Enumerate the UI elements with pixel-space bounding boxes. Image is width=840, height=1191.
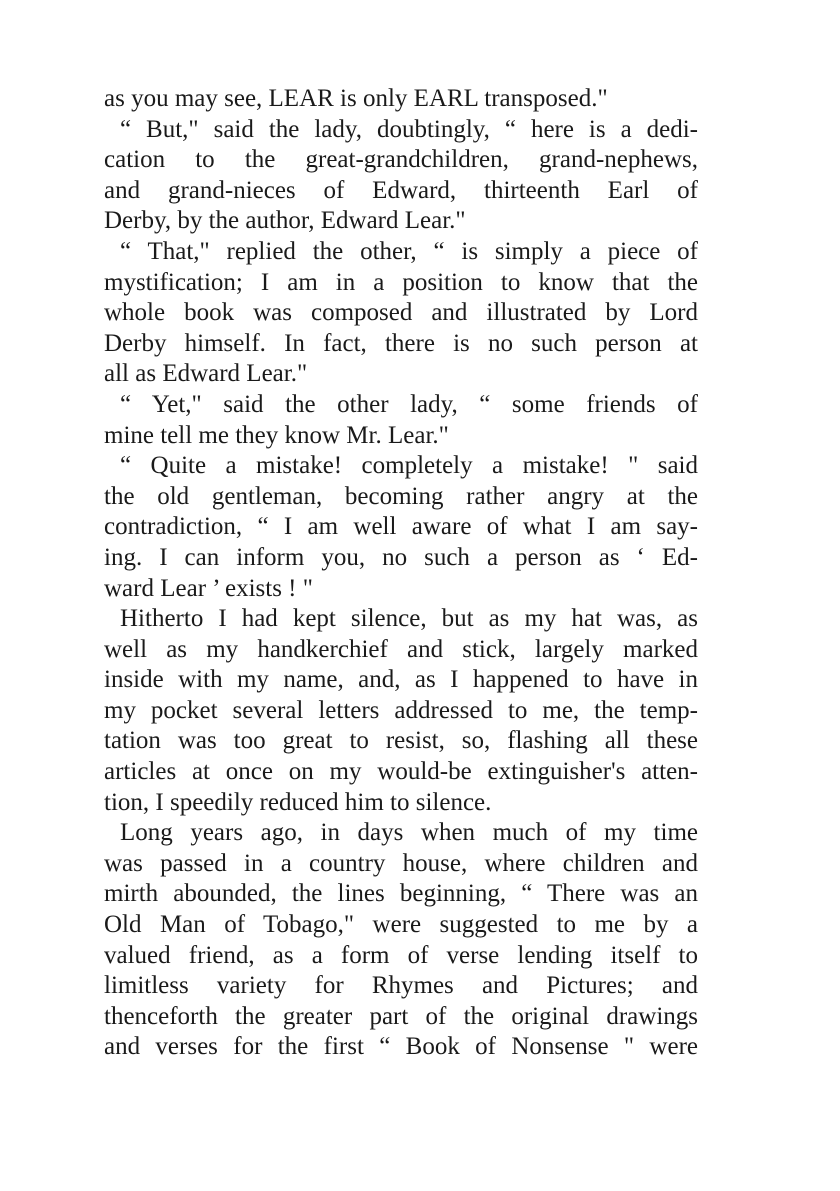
text-line: tion, I speedily reduced him to silence. (104, 788, 492, 816)
text-line: whole book was composed and illustrated by Lord (104, 299, 698, 327)
text-line: ing. I can inform you, no such a person as ‘ Ed- (104, 543, 698, 571)
text-line: Old Man of Tobago," were suggested to me by a (104, 911, 698, 939)
text-line: Long years ago, in days when much of my time (120, 819, 698, 847)
text-line: inside with my name, and, as I happened to have in (104, 666, 698, 694)
text-line: mirth abounded, the lines beginning, “ There was an (104, 880, 698, 908)
text-line: Derby himself. In fact, there is no such person at (104, 329, 698, 357)
text-line: thenceforth the greater part of the original drawings (104, 1002, 698, 1030)
text-line: and verses for the first “ Book of Nonsense " were (104, 1033, 698, 1061)
text-line: well as my handkerchief and stick, largely marked (104, 635, 698, 663)
text-line: “ But," said the lady, doubtingly, “ here is a dedi- (120, 115, 698, 143)
text-line: “ That," replied the other, “ is simply a piece of (120, 237, 698, 265)
text-line: limitless variety for Rhymes and Pictures; and (104, 972, 698, 1000)
text-line: tation was too great to resist, so, flashing all these (104, 727, 698, 755)
text-line: mine tell me they know Mr. Lear." (104, 421, 449, 449)
text-line: Hitherto I had kept silence, but as my hat was, as (120, 605, 698, 633)
text-line: as you may see, LEAR is only EARL transposed." (104, 85, 608, 112)
text-line: my pocket several letters addressed to me, the temp- (104, 696, 698, 724)
text-line: “ Quite a mistake! completely a mistake! " said (120, 452, 698, 480)
text-line: cation to the great-grandchildren, grand-nephews, (104, 146, 698, 174)
text-line: valued friend, as a form of verse lending itself to (104, 941, 698, 969)
text-line: ward Lear ’ exists ! " (104, 574, 313, 602)
text-line: Derby, by the author, Edward Lear." (104, 207, 466, 235)
body-text (104, 84, 698, 1063)
text-line: contradiction, “ I am well aware of what I am say- (104, 513, 698, 541)
text-line: and grand-nieces of Edward, thirteenth Earl of (104, 176, 698, 204)
text-line: was passed in a country house, where children and (104, 849, 698, 877)
text-line: all as Edward Lear." (104, 360, 308, 388)
text-line: articles at once on my would-be extinguisher's atten- (104, 758, 698, 786)
text-line: “ Yet," said the other lady, “ some friends of (120, 390, 698, 418)
text-line: mystification; I am in a position to know that the (104, 268, 698, 296)
text-line: the old gentleman, becoming rather angry at the (104, 482, 698, 510)
